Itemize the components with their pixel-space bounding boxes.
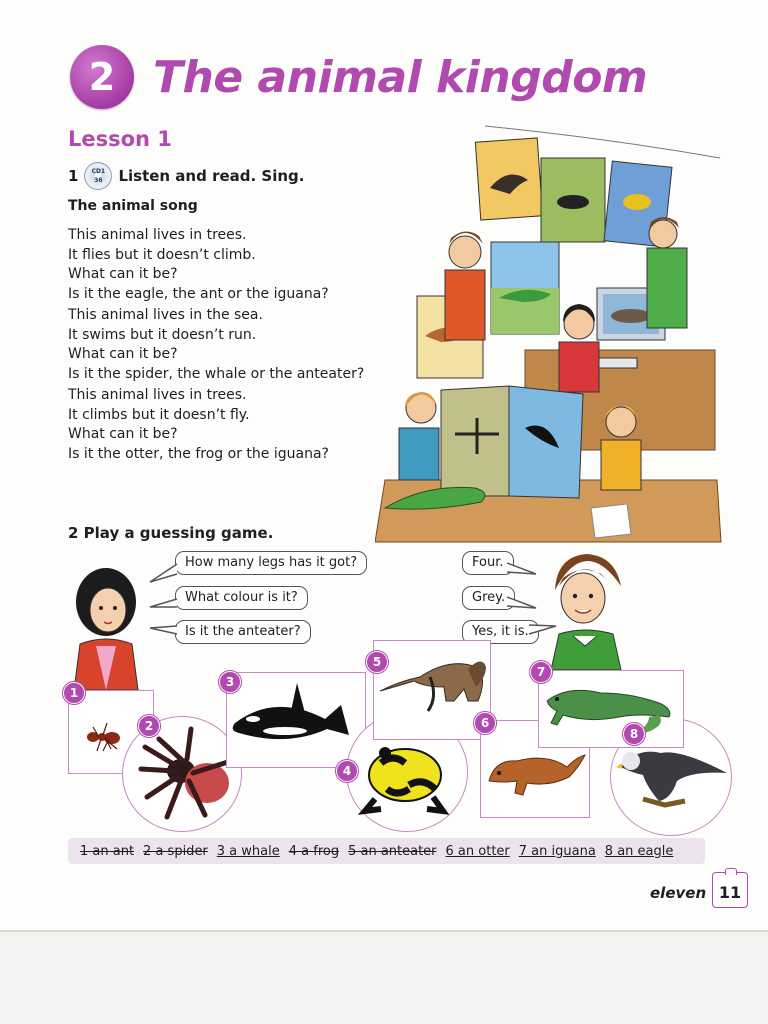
page-number-word: eleven [650, 884, 707, 902]
boy-head [449, 236, 481, 268]
word-bank [68, 838, 705, 864]
left-girl-shirt [399, 428, 439, 480]
answer-bubble-3: Yes, it is. [462, 620, 539, 644]
word-bank-item: 8 an eagle [604, 843, 674, 859]
verse-line: Is it the spider, the whale or the anteater? [68, 365, 365, 382]
lesson-heading: Lesson 1 [68, 127, 172, 151]
song-title: The animal song [68, 198, 198, 214]
girl-character [66, 566, 146, 690]
anteater-on-screen [611, 309, 651, 323]
card-number-7: 7 [530, 661, 552, 683]
bubble-tail [148, 597, 178, 611]
card-number-6: 6 [474, 712, 496, 734]
verse-line: Is it the eagle, the ant or the iguana? [68, 285, 329, 302]
cd-icon [84, 162, 112, 190]
card-number-8: 8 [623, 723, 645, 745]
question-bubble-3: Is it the anteater? [175, 620, 311, 644]
song-verse-1 [68, 226, 329, 304]
blonde-boy-head [606, 407, 636, 437]
cd-track: 36 [94, 177, 103, 184]
word-bank-item: 5 an anteater [348, 843, 437, 859]
exercise-1-number: 1 [68, 167, 79, 185]
anteater-icon [374, 641, 490, 739]
card-number-2: 2 [138, 715, 160, 737]
card-number-5: 5 [366, 651, 388, 673]
paper-sheet [591, 504, 631, 538]
verse-line: It flies but it doesn’t climb. [68, 246, 256, 263]
book-left-page [441, 386, 509, 496]
card-iguana [538, 670, 684, 748]
answer-bubble-1: Four. [462, 551, 514, 575]
answer-bubble-2: Grey. [462, 586, 515, 610]
verse-line: This animal lives in the sea. [68, 307, 263, 323]
boy-shirt [445, 270, 485, 340]
iguana-icon [539, 671, 683, 747]
card-whale [226, 672, 366, 768]
word-bank-item: 6 an otter [445, 843, 510, 859]
unit-number-badge: 2 [70, 45, 134, 109]
verse-line: What can it be? [68, 346, 178, 362]
verse-line: It climbs but it doesn’t fly. [68, 406, 250, 423]
right-boy-shirt [647, 248, 687, 328]
whale-icon [227, 673, 365, 767]
exercise-2-instruction: 2 Play a guessing game. [68, 524, 274, 542]
frog-drawing [623, 194, 651, 210]
word-bank-item: 3 a whale [216, 843, 280, 859]
bubble-tail [506, 594, 538, 612]
word-bank-item: 2 a spider [143, 843, 208, 859]
page-number-badge: 11 [712, 872, 748, 908]
exercise-1-heading [68, 162, 304, 190]
word-bank-item: 1 an ant [80, 843, 135, 859]
bubble-tail [148, 562, 178, 584]
question-bubble-1: How many legs has it got? [175, 551, 367, 575]
right-boy-head [649, 220, 677, 248]
word-bank-item: 4 a frog [288, 843, 340, 859]
verse-line: This animal lives in trees. [68, 227, 247, 243]
card-number-4: 4 [336, 760, 358, 782]
verse-line: It swims but it doesn’t run. [68, 326, 257, 343]
question-bubble-2: What colour is it? [175, 586, 308, 610]
verse-line: Is it the otter, the frog or the iguana? [68, 445, 329, 462]
boy-character [545, 550, 629, 670]
blonde-boy-shirt [601, 440, 641, 490]
verse-line: What can it be? [68, 426, 178, 442]
word-bank-item: 7 an iguana [518, 843, 596, 859]
bubble-tail [148, 622, 178, 636]
card-number-3: 3 [219, 671, 241, 693]
girl-jacket [559, 342, 599, 392]
verse-line: This animal lives in trees. [68, 387, 247, 403]
card-number-1: 1 [63, 682, 85, 704]
bubble-tail [506, 560, 538, 578]
unit-title: The animal kingdom [153, 52, 648, 103]
verse-line: What can it be? [68, 266, 178, 282]
classroom-illustration [375, 118, 727, 546]
song-verse-2 [68, 306, 364, 384]
ant-drawing [557, 195, 589, 209]
song-verse-3 [68, 386, 329, 464]
exercise-1-instruction: Listen and read. Sing. [118, 167, 305, 185]
cd-label: CD1 [91, 168, 106, 175]
